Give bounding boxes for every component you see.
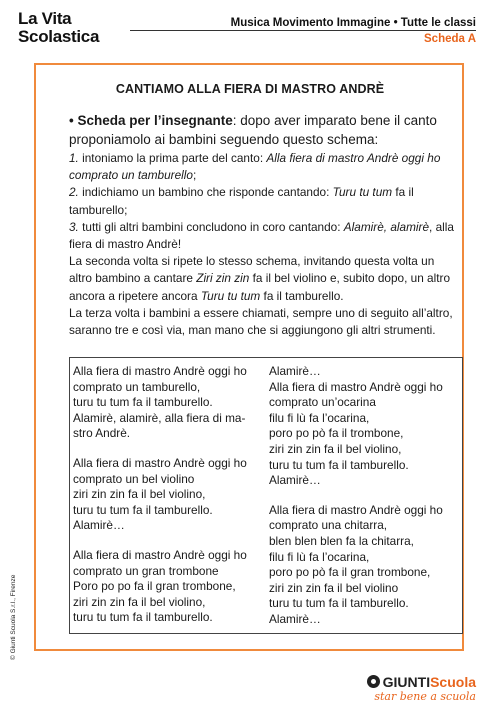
teacher-note-text: : dopo aver imparato bene il canto proponiamolo ai bambini seguendo questo schema: [69,113,437,147]
publisher-name-a: GIUNTI [382,674,431,690]
lyrics-stanza: Alla fiera di mastro Andrè oggi ho comprato una chitarra, blen blen blen fa la chitarra, filu fi lù fa l’ocarina, poro po pò fa il gran trombone, ziri zin zin fa il bel violino turu tu tum fa il tamburello. Alamirè… [269,502,443,626]
page-title: CANTIAMO ALLA FIERA DI MASTRO ANDRÈ [115,82,385,96]
paragraph-second-round: La seconda volta si ripete lo stesso schema, invitando questa volta un altro bambino a cantare Ziri zin zin fa il bel violino e, subito dopo, un altro ancora a ripetere ancora Turu tu tum fa il tamburello. [69,254,451,303]
copyright-notice: © Giunti Scuola S.r.l., Firenze [10,574,17,660]
lyrics-stanza: Alla fiera di mastro Andrè oggi ho comprato un gran trombone Poro po po fa il gran trombone, ziri zin zin fa il bel violino, turu tu tum fa il tamburello. [73,547,247,625]
lyrics-right-column [269,364,459,642]
publisher-tagline: star bene a scuola [374,690,476,703]
sheet-label: Scheda A [424,33,476,45]
logo-line-2: Scolastica [18,27,100,46]
header-right [231,16,476,47]
teacher-note [69,111,454,149]
lyrics-stanza: Alla fiera di mastro Andrè oggi ho comprato un bel violino ziri zin zin fa il bel violino, turu tu tum fa il tamburello. Alamirè… [73,455,247,533]
header-title: Musica Movimento Immagine • Tutte le classi [230,17,476,29]
step-1: 1. intoniamo la prima parte del canto: Alla fiera di mastro Andrè oggi ho comprato un tamburello; [69,151,441,183]
lyrics-stanza: Alla fiera di mastro Andrè oggi ho comprato un tamburello, turu tu tum fa il tamburello. Alamirè, alamirè, alla fiera di ma- stro Andrè. [73,364,247,441]
publisher-name-b: Scuola [430,674,476,690]
publisher-logo [367,674,476,703]
instructions [69,150,459,339]
logo-line-1: La Vita [18,9,72,28]
step-3: 3. tutti gli altri bambini concludono in coro cantando: Alamirè, alamirè, alla fiera di mastro Andrè! [69,219,454,252]
lyrics-stanza: Alamirè… Alla fiera di mastro Andrè oggi ho comprato un’ocarina filu fi lù fa l’ocarina, poro po pò fa il trombone, ziri zin zin fa il bel violino, turu tu tum fa il tamburello. Alamirè… [269,364,443,488]
teacher-note-label: • Scheda per l’insegnante [69,113,233,128]
step-2: 2. indichiamo un bambino che risponde cantando: Turu tu tum fa il tamburello; [69,185,414,217]
magazine-logo [18,10,128,54]
header-divider [130,30,476,31]
paragraph-third-round: La terza volta i bambini a essere chiamati, sempre uno di seguito all’altro, saranno tre e così via, man mano che si aggiungono gli altri strumenti. [69,305,453,338]
giunti-g-icon [367,675,380,688]
lyrics-left-column [73,364,263,640]
